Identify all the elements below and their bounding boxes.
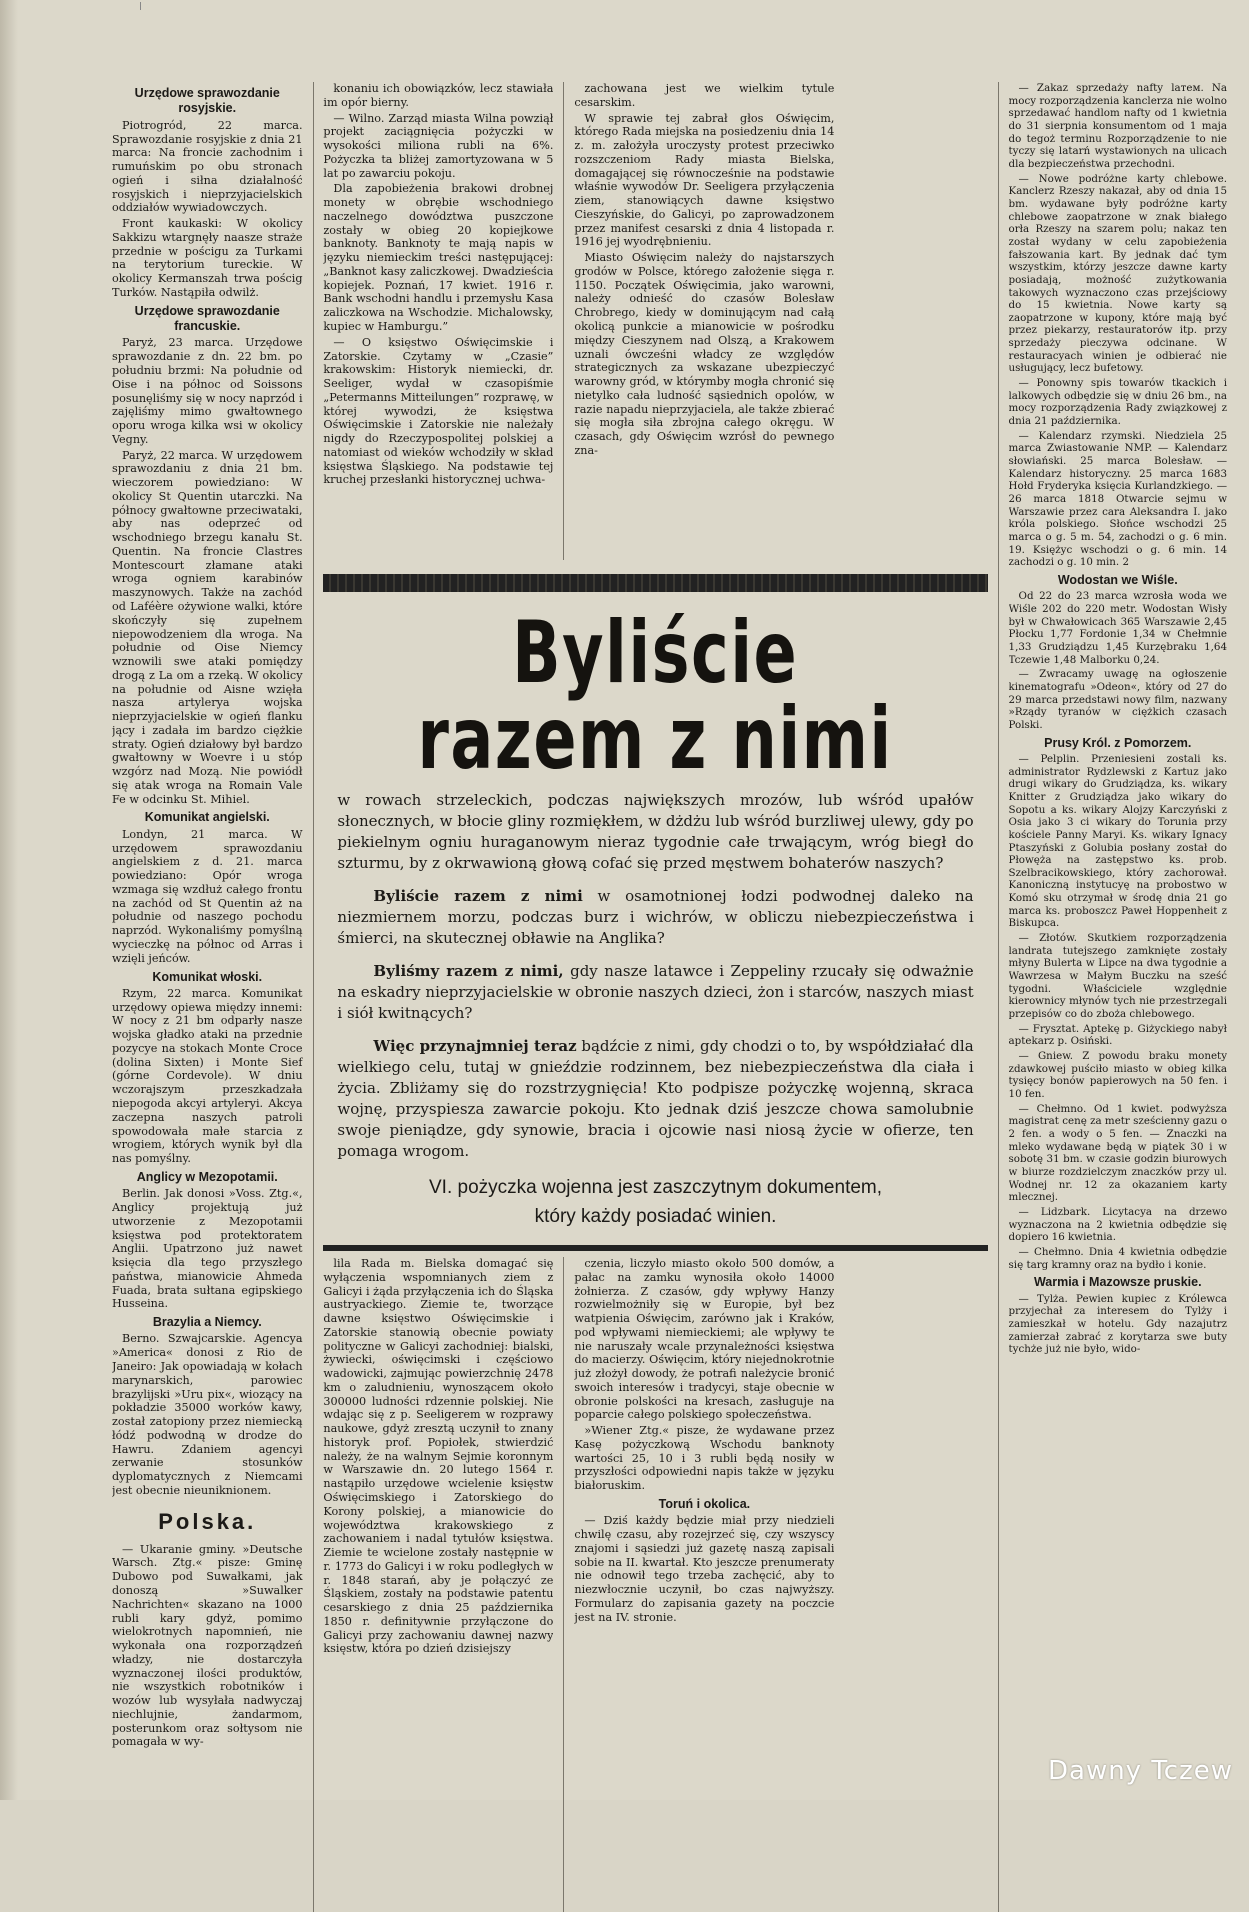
- watermark-text: Dawny Tczew: [1047, 1756, 1233, 1786]
- column-middle-1: [323, 82, 553, 560]
- fold-mark: [140, 2, 141, 10]
- headline-russian-report: Urzędowe sprawozdanie rosyjskie.: [134, 86, 280, 116]
- article-text: — Frysztat. Aptekę p. Giżyckiego nabył aptekarz p. Osiński.: [1008, 1022, 1228, 1048]
- column-rule: [563, 82, 564, 560]
- article-text: — Tylża. Pewien kupiec z Królewca przyjechał za interesem do Tylży i zamieszkał w hotelu. Gdy nazajutrz zamierzał zabrać z korytarza swe buty tychże już nie było, wido-: [1008, 1292, 1228, 1356]
- ad-text: gdy nasze latawce i Zeppeliny rzucały się odważnie na eskadry nieprzyjacielskie w obronie naszych dzieci, żon i starców, naszych miast i siół kwitnących?: [337, 962, 974, 1022]
- ad-closing-line-1: VI. pożyczka wojenna jest zaszczytnym dokumentem,: [429, 1177, 883, 1198]
- article-text: zachowana jest we wielkim tytule cesarskim.: [574, 82, 835, 109]
- ad-closing: [337, 1174, 973, 1231]
- article-text: »Wiener Ztg.« pisze, że wydawane przez Kasę pożyczkową Wschodu banknoty wartości 25, 10 i 3 rubli będą nosiły w przyszłości odpowiedni napis także w języku białoruskim.: [574, 1424, 835, 1493]
- ad-paragraph: [337, 886, 973, 949]
- article-text: — Chełmno. Dnia 4 kwietnia odbędzie się targ kramny oraz na bydło i konie.: [1008, 1245, 1228, 1271]
- section-title-polska: Polska.: [158, 1508, 257, 1534]
- column-rule: [998, 82, 999, 1912]
- headline-english-report: Komunikat angielski.: [144, 810, 270, 825]
- advertisement-top-border: [323, 574, 987, 592]
- article-text: — Ukaranie gminy. »Deutsche Warsch. Ztg.« pisze: Gminę Dubowo pod Suwałkami, jak donoszą »Suwalker Nachrichten« skazano na 1000 rubli kary gdyż, pomimo wielokrotnych napomnień, nie wykonała ona rozporządzeń władzy, nie dostarczyła wyznaczonej ilości produktów, nie wszystkich robotników i wozów lub wysyłała nadwyczaj niechlujnie, żandarmom, posterunkom oraz sołtysom nie pomagała w wy-: [112, 1542, 303, 1749]
- article-text: czenia, liczyło miasto około 500 domów, a pałac na zamku wynosiła około 14000 żołnierza. Z czasów, gdy wpływy Hanzy rozwielmożniły się w Europie, był bez watpienia Oświęcim, zarówno jak i Kraków, pod wpływami niemieckiemi; ale wpływy te nie naruszały wcale przynależności księstwa do macierzy. Oświęcim, który niejednokrotnie już złożył dowody, że potrafi należycie bronić swoich interesów i tradycyi, staje obecnie w obronie polskości na kresach, zasługuje na poparcie całego polskiego społeczeństwa.: [574, 1257, 835, 1422]
- column-rule: [563, 1257, 564, 1912]
- article-text: — Lidzbark. Licytacya na drzewo wyznaczona na 2 kwietnia odbędzie się dopiero 16 kwietnia.: [1008, 1205, 1228, 1244]
- article-text: — O księstwo Oświęcimskie i Zatorskie. Czytamy w „Czasie” krakowskim: Historyk niemiecki, dr. Seeliger, wydał w czasopiśmie „Petermanns Mitteilungen” rozprawę, w której wywodzi, że księstwa Oświęcimskie i Zatorskie nie należały nigdy do Rzeczypospolitej polskiej a natomiast od wieków wchodziły w skład księstwa Śląskiego. Na podstawie tej kruchej przesłanki historycznej uchwa-: [323, 335, 554, 487]
- article-text: — Pelplin. Przeniesieni zostali ks. administrator Rydzlewski z Kartuz jako drugi wikary do Grudziądza, ks. wikary Knitter z Grudziądza jako wikary do Sopotu a ks. wikary Alojzy Karczyński z Osia jako 3 ci wikary do Torunia przy kościele Panny Maryi. Ks. wikary Ignacy Ptaszyński z Golubia posłany został do Płowęża na zastępstwo ks. prob. Szelbracikowskiego, który zachorował. Kanoniczną instytucyę na probostwo w Komó sku otrzymał w środę dnia 21 go marca ks. proboszcz Paweł Hoppenheit z Biskupca.: [1008, 752, 1228, 930]
- column-middle-4: [574, 1257, 834, 1912]
- ad-text: bądźcie z nimi, gdy chodzi o to, by współdziałać dla wielkiego celu, tutaj w gnieździe rodzinnem, bez niebezpieczeństwa dla ciała i życia. Zbliżamy się do rozstrzygnięcia! Kto podpisze pożyczkę wojenną, skraca wojnę, przyspiesza zawarcie pokoju. Kto jednak dziś jeszcze chowa samolubnie swoje pieniądze, gdy synowie, bracia i ojcowie nasi niosą życie w ofierze, ten pomaga wrogom.: [337, 1037, 974, 1160]
- article-text: Front kaukaski: W okolicy Sakkizu wtargnęły naasze straże przednie w pościgu za Turkami na terytorium tureckie. W okolicy Kermanszah trwa pościg Turków. Nastąpiła odwilż.: [112, 217, 303, 299]
- article-text: konaniu ich obowiązków, lecz stawiała im opór bierny.: [323, 82, 554, 109]
- scan-edge: [0, 0, 18, 1800]
- ad-text: w osamotnionej łodzi podwodnej daleko na niezmiernem morzu, podczas burz i wichrów, w obliczu niebezpieczeństwa i śmierci, na skutecznej obławie na Anglika?: [337, 887, 974, 947]
- headline-vistula-level: Wodostan we Wiśle.: [1057, 572, 1178, 587]
- headline-italian-report: Komunikat włoski.: [152, 969, 263, 984]
- article-text: — Dziś każdy będzie miał przy niedzieli chwilę czasu, aby rozejrzeć się, czy wszyscy znajomi i sąsiedzi już gazetę naszą zapisali sobie na II. kwartał. Kto jeszcze prenumeraty nie odnowił tego trzeba zachęcić, aby to niezwłocznie uczynił, bo czas najwyższy. Formularz do zapisania gazety na poczcie jest na IV. stronie.: [574, 1514, 835, 1624]
- headline-warmia: Warmia i Mazowsze pruskie.: [1033, 1275, 1202, 1290]
- ad-lead: Byliście razem z nimi: [373, 887, 583, 905]
- article-text: Paryż, 22 marca. W urzędowem sprawozdaniu z dnia 21 bm. wieczorem powiedziano: W okolicy St Quentin utarczki. Na północy gwałtowne przeciwataki, aby nas odeprzeć od wschodniego brzegu kanału St. Quentin. Na froncie Clastres Montescourt złamane ataki wroga ogniem karabinów maszynowych. Także na zachód od Laféère ożywione walki, które skończyły się zupełnem niepowodzeniem dla wroga. Na południe od Oise Niemcy wznowili swe ataki pomiędzy drogą z La om a rzeką. W okolicy na południe od Aisne wzięła nasza artylerya wojska nieprzyjacielskie w ogień flanku jący i zadała im bardzo ciężkie straty. Ogień działowy był bardzo gwałtowny w Woevre i u stóp wzgórz nad Mozą. Nie powiódł się atak wroga na Romain Vale Fe w odcinku St. Mihiel.: [112, 448, 303, 806]
- advertisement-body: [323, 790, 987, 1231]
- page-columns: [112, 82, 1227, 1912]
- headline-torun: Toruń i okolica.: [658, 1497, 751, 1512]
- ad-paragraph: [337, 1036, 973, 1162]
- middle-bottom-columns: [323, 1257, 987, 1912]
- article-text: — Zakaz sprzedaży nafty laтем. Na mocy rozporządzenia kanclerza nie wolno sprzedawać handlom nafty od 1 kwietnia do 31 sierpnia konsumentom od 1 maja do tegoż terminu Rozporządzenie to nie tyczy się latarń wystawionych na ulicach dla bezpieczeństwa przechodni.: [1008, 82, 1228, 170]
- column-middle-2: [574, 82, 834, 560]
- article-text: — Wilno. Zarząd miasta Wilna powziął projekt zaciągnięcia pożyczki w wysokości miliona rubli na 6%. Pożyczka ta bliżej zamortyzowana w 5 lat po zawarciu pokoju.: [323, 111, 554, 180]
- headline-mesopotamia: Anglicy w Mezopotamii.: [136, 1169, 278, 1184]
- article-text: Berlin. Jak donosi »Voss. Ztg.«, Anglicy projektują już utworzenie z Mezopotamii księstwa pod protektoratem Anglii. Upatrzono już nawet księcia dla tego przyszłego państwa, mianowicie Ahmeda Fuada, brata sułtana egipskiego Husseina.: [112, 1187, 303, 1311]
- headline-brazil: Brazylia a Niemcy.: [152, 1315, 262, 1330]
- article-text: Paryż, 23 marca. Urzędowe sprawozdanie z dn. 22 bm. po południu brzmi: Na południe od Oise i na północ od Soissons posunęliśmy się w nocy naprzód i zajęliśmy mimo gwałtownego oporu wroga kilka wsi w okolicy Vegny.: [112, 336, 303, 446]
- article-text: — Nowe podróżne karty chlebowe. Kanclerz Rzeszy nakazał, aby od dnia 15 bm. wydawane były podróżne karty chlebowe zaopatrzone w znak białego orła Rzeszy na szarem polu; nakaz ten został wydany w celu zapobieżenia fałszowania kart. By jednak dać tym wszystkim, którzy jeszcze dawne karty posiadają, możność zużytkowania takowych wyznaczono czas przejściowy do 15 kwietnia. Nowe karty są zaopatrzone w kupony, które mają być przez piekarzy, restauratorów itp. przy sprzedaży pieczywa odcinane. W restauracyach winien je odbierać nie usługujący, lecz bufetowy.: [1008, 172, 1228, 375]
- article-text: lila Rada m. Bielska domagać się wyłączenia wspomnianych ziem z Galicyi i żąda przyłączenia ich do Śląska austryackiego. Ziemie te, tworzące dawne księstwo Oświęcimskie i Zatorskie stanowią obecnie powiaty polityczne w Galicyi zachodniej: bialski, żywiecki, oświęcimski i częściowo wadowicki, zajmując powierzchnię 2478 km o zaludnieniu, wynoszącem około 300000 ludności rdzennie polskiej. Nie wdając się z p. Seeligerem w rozprawy naukowe, gdyż zresztą uczynił to znany historyk prof. Popiołek, stwierdzić należy, że na walnym Sejmie koronnym w Warszawie dn. 20 lutego 1564 r. nastąpiło urzędowe wcielenie księstw Oświęcimskiego i Zatorskiego do Korony polskiej, a mianowicie do województwa krakowskiego z zachowaniem i nadal tytułów księstwa. Ziemie te wcielone zostały następnie w r. 1773 do Galicyi i w roku podległych w r. 1848 starań, aby je połączyć ze Śląskiem, zostały na podstawie patentu cesarskiego z dnia 25 października 1850 r. definitywnie przyłączone do Galicyi przy zachowaniu dawnej nazwy księstw, która po dzień dzisiejszy: [323, 1257, 554, 1656]
- article-text: Berno. Szwajcarskie. Agencya »America« donosi z Rio de Janeiro: Jak opowiadają w kołach marynarskich, parowiec brazylijski »Uru pix«, wiozący na pokładzie 35000 worków kawy, został zatopiony przez niemiecką łódź podwodną w drodze do Hawru. Zdaniem agencyi zerwanie stosunków dyplomatycznych z Niemcami jest obecnie nieuniknionem.: [112, 1332, 303, 1497]
- advertisement-headline: Byliście razem z nimi: [417, 603, 894, 789]
- article-text: Od 22 do 23 marca wzrosła woda we Wiśle 202 do 220 metr. Wodostan Wisły był w Chwałowicach 365 Warszawie 2,45 Płocku 1,77 Fordonie 1,34 w Chełmnie 1,33 Grudziądzu 1,45 Kurzębraku 1,64 Tczewie 1,48 Malborku 0,24.: [1008, 590, 1228, 666]
- headline-royal-prussia: Prusy Król. z Pomorzem.: [1044, 735, 1192, 750]
- middle-top-columns: [323, 82, 987, 560]
- ad-lead: Więc przynajmniej teraz: [373, 1037, 577, 1055]
- advertisement-bottom-border: [323, 1245, 987, 1251]
- article-text: Londyn, 21 marca. W urzędowem sprawozdaniu angielskiem z d. 21. marca powiedziano: Opór wroga wzmaga się wzdłuż całego frontu na zachód od St Quentin aż na południe od naszego pochodu naprzód. Wykonaliśmy pomyślną wycieczkę na północ od Arras i wzięli jeńców.: [112, 827, 303, 965]
- article-text: Miasto Oświęcim należy do najstarszych grodów w Polsce, którego założenie sięga r. 1150. Początek Oświęcimia, jako warowni, należy odnieść do czasów Bolesław Chrobrego, kiedy w dominującym nad całą okolicą punkcie a mianowicie w pośrodku między Cieszynem nad Olszą, a Krakowem uznali ówcześni władcy ze względów strategicznych za wskazane ubezpieczyć warowny gród, w którymby mogła chronić się nietylko cała ludność sąsiednich opolów, w razie napadu nieprzyjaciela, ale także zbierać się mogła siła zbrojna całego okręgu. W czasach, gdy Oświęcim wzrósł do pewnego zna-: [574, 251, 835, 457]
- column-right: [1009, 82, 1228, 1772]
- column-middle-3: [323, 1257, 553, 1912]
- article-text: Piotrogród, 22 marca. Sprawozdanie rosyjskie z dnia 21 marca: Na froncie zachodnim i rumuńskim po obu stronach ogień i siłna działalność rosyjskich i nieprzyjacielskich oddziałów wywiadowczych.: [112, 118, 303, 215]
- middle-area: [323, 82, 987, 1912]
- article-text: Dla zapobieżenia brakowi drobnej monety w obrębie wschodniego naczelnego dowództwa puszczone zostały w obieg 20 kopiejkowe banknoty. Banknoty te mają napis w języku niemieckim treści następującej: „Banknot kasy zaliczkowej. Dwadzieścia kopiejek. Poznań, 17 kwiet. 1916 r. Bank wschodni handlu i przemysłu Kasa zaliczkowa na Wschodzie. Michalowsky, kupiec w Hamburgu.”: [323, 182, 554, 334]
- article-text: — Gniew. Z powodu braku monety zdawkowej puściło miasto w obieg kilka tysięcy bonów papierowych na 50 fen. i 10 fen.: [1008, 1050, 1228, 1100]
- article-text: Rzym, 22 marca. Komunikat urzędowy opiewa między innemi: W nocy z 21 bm odparły nasze wojska gładko ataki na przednie pozycye na stokach Monte Croce (dolina Sixten) i Monte Sief (górne Cordevole). W dniu wczorajszym przeszkadzała niepogoda akcyi artyleryi. Akcya zaczepna naszych patroli spowodowała małe starcia z wrogiem, których wynik był dla nas pomyślny.: [112, 986, 303, 1166]
- ad-paragraph: [337, 961, 973, 1024]
- ad-lead: Byliśmy razem z nimi,: [373, 962, 564, 980]
- article-text: — Chełmno. Od 1 kwiet. podwyższa magistrat cenę za metr sześcienny gazu o 2 fen. a wody o 5 fen. — Znaczki na mleko wydawane będą w piątek 30 i w sobotę 31 bm. w czasie godzin biurowych w biurze rozdzielczym znaczków przy ul. Wodnej nr. 12 za okazaniem karty mlecznej.: [1008, 1102, 1228, 1204]
- article-text: — Ponowny spis towarów tkackich i lalkowych odbędzie się w dniu 26 bm., na mocy rozporządzenia Rady związkowej z dnia 21 października.: [1008, 377, 1228, 428]
- column-left: [112, 82, 303, 1772]
- ad-closing-line-2: który każdy posiadać winien.: [534, 1205, 777, 1227]
- headline-french-report: Urzędowe sprawozdanie francuskie.: [134, 303, 280, 334]
- article-text: — Zwracamy uwagę na ogłoszenie kinematografu »Odeon«, który od 27 do 29 marca przedstawi nowy film, nazwany »Rządy tyranów w ciężkich czasach Polski.: [1008, 668, 1228, 731]
- article-text: — Złotów. Skutkiem rozporządzenia landrata tutejszego zamknięte zostały młyny Bulerta w Lipce na dwa tygodnie a Wawrzesa w Małym Buczku na sześć tygodni. Właściciele względnie kierownicy młynów tych nie przestrzegali przepisów co do zboża chlebowego.: [1008, 932, 1228, 1021]
- column-rule: [313, 82, 314, 1912]
- article-text: W sprawie tej zabrał głos Oświęcim, którego Rada miejska na posiedzeniu dnia 14 z. m. założyła uroczysty protest przeciwko rozszczeniom Rady miasta Bielska, domagającej się równocześnie na podstawie właśnie wywodów Dr. Seeligera przyłączenia ziem, stanowiących dawne księstwo Cieszyńskie, do Galicyi, po zaprowadzonem przez manifest cesarski z dnia 4 listopada r. 1916 jej wyodrębnieniu.: [574, 111, 835, 249]
- calendar-text: — Kalendarz rzymski. Niedziela 25 marca Zwiastowanie NMP. — Kalendarz słowiański. 25 marca Bolesław. — Kalendarz historyczny. 25 marca 1683 Hołd Fryderyka księcia Kurlandzkiego. — 26 marca 1818 Otwarcie sejmu w Warszawie przez cara Aleksandra I. jako króla polskiego. Słońce wschodzi 25 marca o g. 5 m. 54, zachodzi o g. 6 min. 19. Księżyc wschodzi o g. 6 min. 14 zachodzi o g. 10 min. 2: [1008, 429, 1228, 569]
- ad-paragraph: w rowach strzeleckich, podczas największych mrozów, lub wśród upałów słonecznych, w błocie gliny rozmiękłem, w dżdżu lub wśród burzliwej ulewy, gdy po piekielnym ogniu huraganowym nieraz tygodnie całe trwającym, wróg biegł do szturmu, by z okrwawioną głową cofać się przed męstwem bohaterów naszych?: [337, 791, 974, 872]
